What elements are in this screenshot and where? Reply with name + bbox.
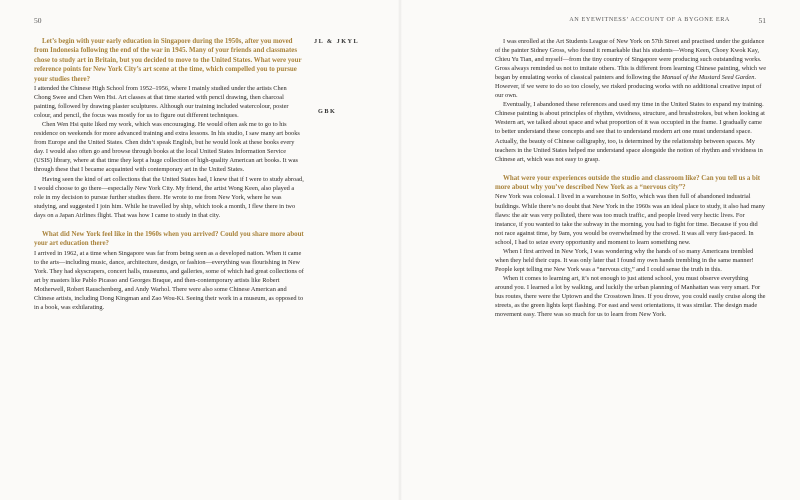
answer-3-paragraph-3: When it comes to learning art, it’s not enough to just attend school, you must observe everything around you. I learned a lot by walking, and luckily the urban planning of Manhattan was very smart. For bus routes, there were the Uptown and the Crosstown lines. If you drove, you could easily cruise along the streets, as the green lights kept flashing. For east and west orientations, it was similar. The design made movement easy. There was so much for us to learn from New York. xyxy=(495,274,766,319)
question-2: What did New York feel like in the 1960s when you arrived? Could you share more about your art education there? xyxy=(34,230,304,248)
right-paragraph-1: I was enrolled at the Art Students League of New York on 57th Street and practised under the guidance of the painter Sidney Gross, who found it remarkable that his students—Wong Keen, Choey Kwok Kay, Chieu Yu Tian, and myself—from the tiny country of Singapore were producing such outstanding works. Gross always reminded us not to imitate others. This is different from learning Chinese painting, which we began by emulating works of classical painters and following the Manual of the Mustard Seed Garden. However, if we were to do so too closely, we risked producing works with no additional creative input of our own. xyxy=(495,38,767,100)
book-title-italic: Manual of the Mustard Seed Garden xyxy=(661,74,755,82)
question-1: Let’s begin with your early education in Singapore during the 1950s, after you moved from Indonesia following the end of the war in 1945. Many of your friends and classmates chose to study art in Britain, but you decided to move to the United States. What were your reference points for New York City’s art scene at the time, which compelled you to pursue your studies there? xyxy=(34,38,302,83)
speaker-label-interviewers: JL & JKYL xyxy=(314,38,360,45)
right-column xyxy=(495,37,767,319)
answer-1-paragraph-2: Chen Wen Hsi quite liked my work, which was encouraging. He would often ask me to go to his residence on weekends for more advanced training and extra lessons. In his studio, I saw many art books from Europe and the United States. Chen didn’t speak English, but he would look at these books every day. I would also often go and browse through books at the local United States Information Service (USIS) library, where at that time they kept a huge collection of high-quality American art books. It was through these that I became acquainted with contemporary art in the United States. xyxy=(34,121,300,174)
answer-1-paragraph-1: I attended the Chinese High School from 1952–1956, where I mainly studied under the artists Chen Chong Swee and Chen Wen Hsi. Art classes at that time started with pencil drawing, then charcoal painting, followed by drawing plaster sculptures. Although our training included watercolour, poster colour, and pencil, the focus was mostly for us to figure out different techniques. xyxy=(34,85,289,120)
running-head: AN EYEWITNESS’ ACCOUNT OF A BYGONE ERA xyxy=(569,16,730,23)
left-column xyxy=(34,37,304,312)
answer-3-paragraph-1: New York was colossal. I lived in a warehouse in SoHo, which was then full of abandoned industrial buildings. While there’s no doubt that New York in the 1960s was an ideal place to study, it also had many flaws: the air was very polluted, there was too much traffic, and people lived very hectic lives. For instance, if you wanted to take the subway in the morning, you had to fight for time. Because if you did not race against time, by 9am, you would be overwhelmed by the crowd. It was all very fast-paced. In school, I had to seize every opportunity and moment to learn something new. xyxy=(495,193,765,246)
question-3: What were your experiences outside the studio and classroom like? Can you tell us a bit more about why you’ve described New York as a “nervous city”? xyxy=(495,174,761,192)
answer-3-paragraph-2: When I first arrived in New York, I was wondering why the hands of so many Americans trembled when they held their cups. It was only later that I found my own hands trembling in the same manner! People kept telling me New York was a “nervous city,” and I could sense the truth in this. xyxy=(495,247,754,273)
answer-2-paragraph-1: I arrived in 1962, at a time when Singapore was far from being seen as a developed nation. When it came to the arts—including music, dance, architecture, design, or fashion—everything was flourishing in New York. They had skyscrapers, concert halls, museums, and galleries, some of which had great collections of art by masters like Pablo Picasso and Georges Braque, and then-contemporary artists like Robert Motherwell, Robert Rauschenberg, and Andy Warhol. There were also some Chinese American and Chinese artists, including Dong Kingman and Zao Wou-Ki. Seeing their work in a museum, as opposed to in a book, was exhilarating. xyxy=(34,249,304,311)
answer-1-paragraph-3: Having seen the kind of art collections that the United States had, I knew that if I were to study abroad, I would choose to go there—especially New York City. My friend, the artist Wong Keen, also played a role in my decision to pursue further studies there. He wrote to me from New York, where he was studying, and suggested I join him. While he travelled by ship, which took a month, I flew there in two days on a Japan Airlines flight. That was how I came to study in that city. xyxy=(34,175,304,219)
page-number-right: 51 xyxy=(758,16,766,25)
book-gutter xyxy=(398,0,402,500)
right-paragraph-2: Eventually, I abandoned these references and used my time in the United States to expand my training. Chinese painting is about principles of rhythm, vividness, structure, and brushstrokes, but when looking at Western art, we talked about space and what proportion of it was occupied in the frame. I gradually came to better understand these concepts and see that to understand modern art one must understand space. Actually, the beauty of Chinese calligraphy, too, is determined by the relationship between spaces. My teachers in the United States helped me understand space alongside the notion of rhythm and vividness in Chinese art, which was not easy to grasp. xyxy=(495,101,765,163)
speaker-label-artist: GBK xyxy=(318,108,337,115)
page-number-left: 50 xyxy=(34,16,42,25)
